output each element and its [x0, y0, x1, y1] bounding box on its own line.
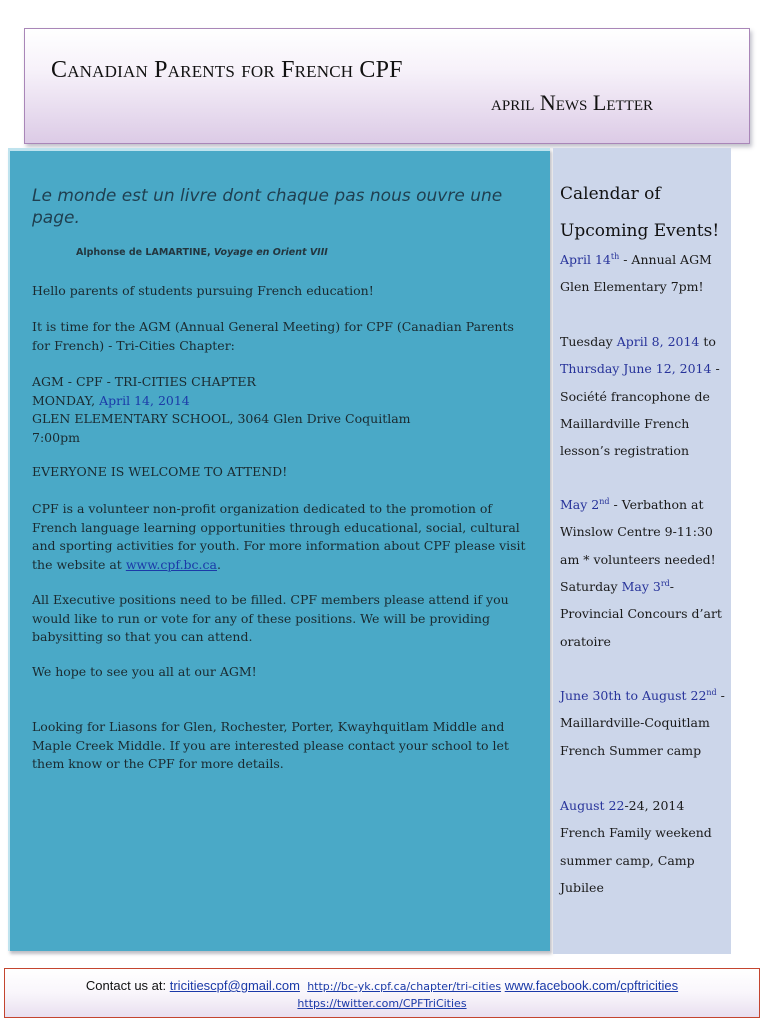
- hope-paragraph: We hope to see you all at our AGM!: [32, 664, 257, 679]
- event-date: April 8, 2014: [616, 334, 700, 349]
- newsletter-subtitle: april News Letter: [491, 90, 653, 115]
- event-description: - Verbathon at Winslow Centre 9-11:30 am * volunteers needed!: [560, 497, 716, 567]
- main-article: [8, 148, 550, 951]
- event-description: - Maillardville-Coquitlam French Summer camp: [560, 688, 725, 758]
- cpf-website-link[interactable]: www.cpf.bc.ca: [125, 556, 217, 572]
- calendar-title: [560, 176, 728, 250]
- calendar-event: [560, 573, 730, 655]
- event-description: - Provincial Concours d’art oratoire: [560, 579, 722, 649]
- event-date-end: Thursday June 12, 2014: [560, 361, 712, 377]
- event-date-suffix: nd: [599, 496, 610, 506]
- quote-attribution: [76, 247, 328, 258]
- chapter-link[interactable]: http://bc-yk.cpf.ca/chapter/tri-cities: [307, 980, 502, 993]
- agm-date-line: [32, 392, 532, 411]
- quote-work: Voyage en Orient VIII: [213, 247, 328, 258]
- greeting-paragraph: Hello parents of students pursuing French education!: [32, 283, 374, 298]
- agm-details: [32, 373, 532, 447]
- quote-author: Alphonse de LAMARTINE,: [76, 247, 214, 258]
- opening-quote: Le monde est un livre dont chaque pas nous ouvre une page.: [32, 186, 503, 228]
- executive-paragraph: All Executive positions need to be filled. CPF members please attend if you would like to run or vote for any of these positions. We will be providing babysitting so that you can attend.: [32, 592, 509, 644]
- about-end: .: [217, 556, 221, 572]
- event-prefix: Tuesday: [560, 334, 617, 349]
- event-description: - Annual AGM Glen Elementary 7pm!: [560, 252, 712, 295]
- event-date-suffix: rd: [660, 578, 670, 588]
- agm-location: GLEN ELEMENTARY SCHOOL, 3064 Glen Drive Coquitlam: [32, 411, 411, 426]
- agm-intro-paragraph: It is time for the AGM (Annual General Meeting) for CPF (Canadian Parents for French) - Tri-Cities Chapter:: [32, 319, 514, 353]
- calendar-event: [560, 246, 730, 301]
- calendar-title-line1: Calendar of: [560, 184, 661, 204]
- calendar-event: [560, 328, 730, 464]
- event-description: -24, 2014 French Family weekend summer camp, Camp Jubilee: [560, 798, 712, 895]
- facebook-link[interactable]: www.facebook.com/cpftricities: [504, 978, 679, 993]
- agm-date: April 14, 2014: [99, 392, 190, 408]
- newsletter-title: Canadian Parents for French CPF: [51, 57, 403, 83]
- event-date: May 3: [621, 579, 661, 594]
- agm-day: MONDAY,: [32, 392, 100, 408]
- calendar-sidebar: [553, 148, 731, 954]
- event-description: - Société francophone de Maillardville French lesson’s registration: [560, 361, 720, 459]
- liaisons-paragraph: Looking for Liasons for Glen, Rochester, Porter, Kwayhquitlam Middle and Maple Creek Middle. If you are interested please contact your school to let them know or the CPF for more details.: [32, 719, 509, 771]
- event-date: May 2: [560, 497, 600, 512]
- event-date: August 22: [560, 798, 625, 813]
- twitter-link[interactable]: https://twitter.com/CPFTriCities: [297, 997, 467, 1010]
- event-connector: to: [699, 334, 716, 349]
- event-date: June 30th to August 22: [560, 688, 707, 703]
- welcome-line: EVERYONE IS WELCOME TO ATTEND!: [32, 464, 288, 479]
- about-text: CPF is a volunteer non-profit organization dedicated to the promotion of French language learning opportunities through educational, social, cultural and sporting activities for youth. For more information about CPF please visit the website at: [32, 501, 526, 572]
- contact-label: Contact us at:: [85, 978, 170, 993]
- event-date: April 14: [560, 252, 611, 267]
- calendar-event: [560, 682, 730, 764]
- footer-contact-line: [5, 978, 759, 993]
- event-date-suffix: nd: [706, 687, 717, 697]
- email-link[interactable]: tricitiescpf@gmail.com: [169, 978, 300, 993]
- calendar-event: [560, 491, 730, 573]
- contact-footer: [4, 968, 760, 1018]
- newsletter-header: [24, 28, 750, 144]
- agm-title: AGM - CPF - TRI-CITIES CHAPTER: [32, 374, 256, 389]
- agm-time: 7:00pm: [32, 429, 80, 445]
- event-date-suffix: th: [610, 251, 620, 261]
- calendar-title-line2: Upcoming Events!: [560, 221, 720, 241]
- footer-twitter-line: [5, 997, 759, 1010]
- calendar-event: [560, 792, 730, 901]
- event-prefix: Saturday: [560, 579, 622, 594]
- about-paragraph: [32, 500, 532, 574]
